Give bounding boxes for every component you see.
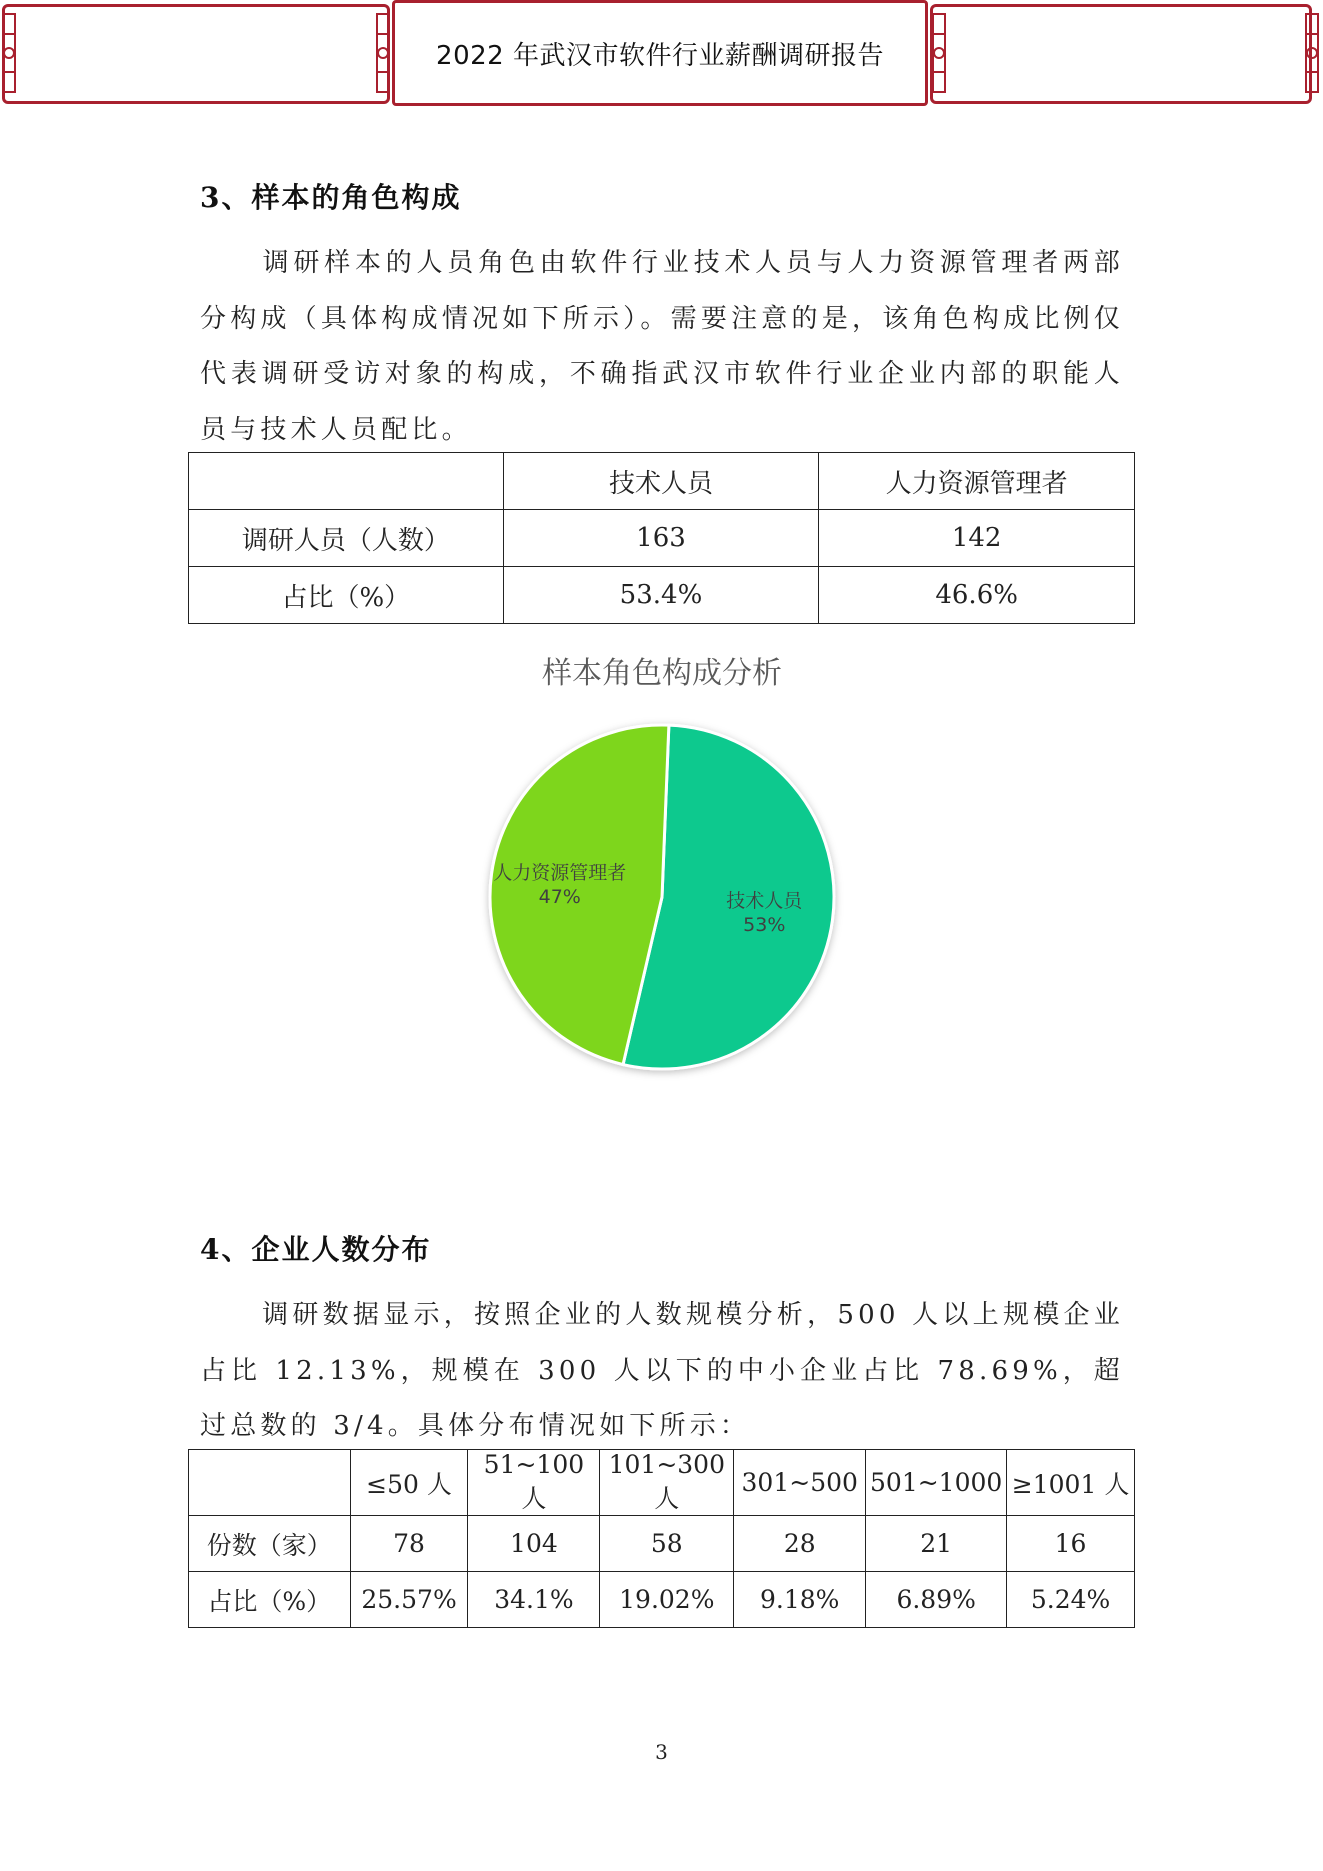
section-3-title: 3、样本的角色构成 <box>200 181 462 214</box>
table-cell: 19.02% <box>600 1572 734 1628</box>
table-cell: 53.4% <box>503 567 819 624</box>
report-title: 2022 年武汉市软件行业薪酬调研报告 <box>436 40 884 71</box>
table-header-cell: 101~300 人 <box>600 1450 734 1516</box>
section-4-paragraph <box>200 1288 1124 1455</box>
table-row <box>189 1516 1135 1572</box>
header-title-box <box>392 0 928 106</box>
table-header-cell: 51~100 人 <box>468 1450 600 1516</box>
header-ornament-right <box>1303 10 1321 96</box>
table-cell: 28 <box>734 1516 866 1572</box>
table-cell: 5.24% <box>1007 1572 1135 1628</box>
table-header-cell: 501~1000 <box>866 1450 1007 1516</box>
table-header-row <box>189 453 1135 510</box>
table-cell <box>189 1450 351 1516</box>
table-cell: 21 <box>866 1516 1007 1572</box>
header-ornament-left <box>0 10 18 96</box>
company-size-table <box>188 1449 1135 1628</box>
table-header-cell: ≤50 人 <box>350 1450 468 1516</box>
chart-title: 样本角色构成分析 <box>542 656 782 691</box>
table-row <box>189 1572 1135 1628</box>
role-composition-table <box>188 452 1135 624</box>
section-3-paragraph <box>200 236 1124 458</box>
pie-svg <box>200 640 1124 1100</box>
table-row-label: 份数（家） <box>189 1516 351 1572</box>
pie-slice-value-label: 47% <box>538 886 581 909</box>
table-row-label: 占比（%） <box>189 567 504 624</box>
table-cell <box>189 453 504 510</box>
table-row <box>189 567 1135 624</box>
table-cell: 58 <box>600 1516 734 1572</box>
pie-slice-value-label: 53% <box>743 913 786 936</box>
section-4-paragraph-text: 调研数据显示，按照企业的人数规模分析，500 人以上规模企业占比 12.13%，规模在 300 人以下的中小企业占比 78.69%，超过总数的 3/4。具体分布情况如下所示： <box>200 1300 1124 1441</box>
table-header-cell: 人力资源管理者 <box>819 453 1135 510</box>
table-cell: 163 <box>503 510 819 567</box>
section-3-paragraph-text: 调研样本的人员角色由软件行业技术人员与人力资源管理者两部分构成（具体构成情况如下所示）。需要注意的是，该角色构成比例仅代表调研受访对象的构成，不确指武汉市软件行业企业内部的职能人员与技术人员配比。 <box>200 248 1124 445</box>
table-header-cell: 技术人员 <box>503 453 819 510</box>
page-number: 3 <box>655 1740 668 1764</box>
pie-slice-label: 人力资源管理者 <box>493 862 627 885</box>
pie-slice-label: 技术人员 <box>726 889 803 912</box>
table-header-cell: 301~500 <box>734 1450 866 1516</box>
table-row <box>189 510 1135 567</box>
table-cell: 6.89% <box>866 1572 1007 1628</box>
table-row-label: 占比（%） <box>189 1572 351 1628</box>
table-cell: 9.18% <box>734 1572 866 1628</box>
table-header-cell: ≥1001 人 <box>1007 1450 1135 1516</box>
role-pie-chart <box>200 640 1124 1100</box>
header-right-frame <box>930 4 1312 104</box>
table-cell: 104 <box>468 1516 600 1572</box>
header-ornament-center-left <box>374 10 392 96</box>
header-left-frame <box>2 4 390 104</box>
header-ornament-center-right <box>930 10 948 96</box>
table-cell: 16 <box>1007 1516 1135 1572</box>
table-cell: 78 <box>350 1516 468 1572</box>
table-cell: 34.1% <box>468 1572 600 1628</box>
table-cell: 25.57% <box>350 1572 468 1628</box>
table-row-label: 调研人员（人数） <box>189 510 504 567</box>
table-cell: 142 <box>819 510 1135 567</box>
section-4-title: 4、企业人数分布 <box>200 1233 432 1266</box>
table-header-row <box>189 1450 1135 1516</box>
table-cell: 46.6% <box>819 567 1135 624</box>
